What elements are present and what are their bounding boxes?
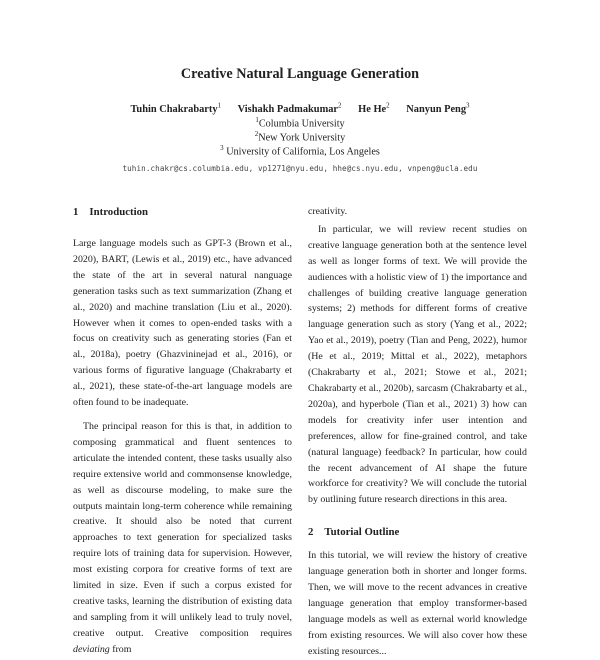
outline-paragraph: In this tutorial, we will review the history of creative language generation both in shorter and longer forms. Then, we will move to the recent advances in creative language generation that employ transformer-based language models as well as external world knowledge from existing resources. We will also cover how these existing resources... bbox=[308, 550, 527, 657]
affiliation: $^1$Columbia University bbox=[255, 116, 345, 130]
intro-paragraph-2: The principal reason for this is that, in addition to composing grammatical and fluent sentences to articulate the intended content, these tasks usually also require extensive world and commonsense knowledge, as well as discourse modeling, to make sure the outputs maintain long-term coherence while remaining creative. It should also be noted that current approaches to text generation for specialized tasks require lots of training data for supervision. However, most existing corpora for creative forms of text are limited in size. Even if such a corpus existed for creative tasks, learning the distribution of existing data and sampling from it will unlikely lead to truly novel, creative output. Creative composition requires deviating from bbox=[73, 420, 292, 655]
right-column bbox=[308, 204, 527, 660]
author-name: Tuhin Chakrabarty$^1$ bbox=[130, 102, 222, 116]
affiliation: $^3$ University of California, Los Angeles bbox=[220, 144, 380, 158]
author-name: Nanyun Peng$^3$ bbox=[406, 102, 470, 116]
author-name: He He$^2$ bbox=[358, 102, 390, 116]
author-emails: tuhin.chakr@cs.columbia.edu, vp1271@nyu.edu, hhe@cs.nyu.edu, vnpeng@ucla.edu bbox=[122, 164, 478, 173]
overview-paragraph: In particular, we will review recent studies on creative language generation both at the sentence level as well as longer forms of text. We will provide the audiences with a holistic view of 1) the importance and challenges of building creative language generation systems; 2) methods for different forms of creative language generation such as story (Yang et al., 2022; Yao et al., 2019), poetry (Tian and Peng, 2022), humor (He et al., 2019; Mittal et al., 2022), metaphors (Chakrabarty et al., 2021; Stowe et al., 2021; Chakrabarty et al., 2020b), sarcasm (Chakrabarty et al., 2020a), and hyperbole (Tian et al., 2021) 3) how can models for creativity infer user intention and preferences, allow for fine-grained control, and take (natural language) feedback? In particular, how could the recent advancement of AI shape the future workforce for creativity? We will conclude the tutorial by outlining future research directions in this area. bbox=[308, 223, 527, 506]
affiliation: $^2$New York University bbox=[254, 130, 346, 144]
continued-text: creativity. bbox=[308, 206, 348, 217]
author-name: Vishakh Padmakumar$^2$ bbox=[237, 102, 342, 116]
left-column bbox=[73, 204, 292, 658]
section-heading: 1 Introduction bbox=[73, 206, 149, 218]
paper-title: Creative Natural Language Generation bbox=[180, 66, 420, 82]
author-list bbox=[0, 102, 600, 115]
section-heading: 2 Tutorial Outline bbox=[308, 526, 400, 539]
intro-paragraph-1: Large language models such as GPT-3 (Brown et al., 2020), BART, (Lewis et al., 2019) etc., have advanced the state of the art in several natural nanguage generation tasks such as text summarization (Zhang et al., 2020) and machine translation (Liu et al., 2020). However when it comes to open-ended tasks with a focus on creativity such as generating stories (Fan et al., 2018a), poetry (Ghazvininejad et al., 2016), or various forms of figurative language (Chakrabarty et al., 2021), these state-of-the-art language models are often found to be inadequate. bbox=[73, 238, 292, 409]
